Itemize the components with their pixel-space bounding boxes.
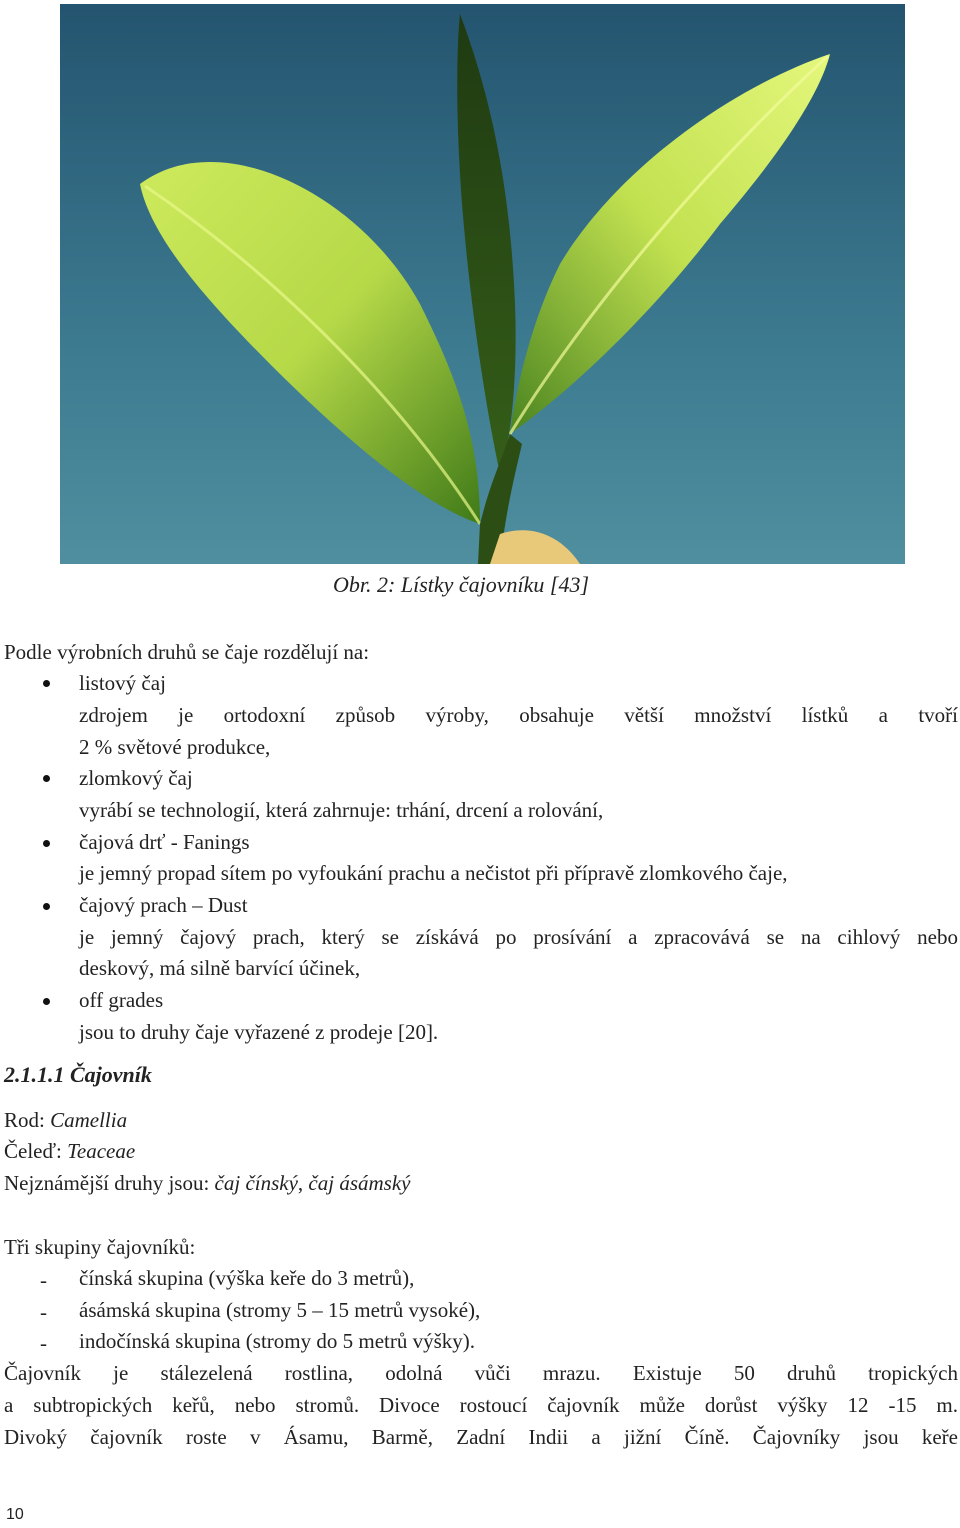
rod-label: Rod: (4, 1108, 51, 1132)
type-desc-5: jsou to druhy čaje vyřazené z prodeje [20]. (79, 1020, 439, 1044)
group-item-2: ásámská skupina (stromy 5 – 15 metrů vysoké), (79, 1298, 481, 1322)
type-name-4: čajový prach – Dust (79, 893, 248, 917)
species-line (4, 1168, 410, 1198)
groups-intro: Tři skupiny čajovníků: (4, 1235, 196, 1259)
paragraph-line-3: Divoký čajovník roste v Ásamu, Barmě, Zadní Indii a jižní Číně. Čajovníky jsou keře (4, 1425, 958, 1449)
type-name-5: off grades (79, 988, 164, 1012)
species-separator: , (297, 1171, 309, 1195)
celed-value: Teaceae (67, 1139, 136, 1163)
type-name-1: listový čaj (79, 671, 166, 695)
group-item-3: indočínská skupina (stromy do 5 metrů výšky). (79, 1329, 476, 1353)
bullet-icon (43, 840, 50, 847)
species-2: čaj ásámský (308, 1171, 411, 1195)
paragraph-line-1: Čajovník je stálezelená rostlina, odolná vůči mrazu. Existuje 50 druhů tropických (4, 1361, 958, 1385)
bullet-icon (43, 903, 50, 910)
type-desc-2: vyrábí se technologií, která zahrnuje: trhání, drcení a rolování, (79, 798, 604, 822)
type-desc-1a: zdrojem je ortodoxní způsob výroby, obsahuje větší množství lístků a tvoří (79, 703, 958, 727)
species-label: Nejznámější druhy jsou: (4, 1171, 215, 1195)
rod-value: Camellia (50, 1108, 128, 1132)
species-1: čaj čínský (214, 1171, 298, 1195)
dash-marker: - (40, 1268, 47, 1292)
caption-prefix: Obr. 2: (333, 572, 396, 597)
bullet-icon (43, 998, 50, 1005)
type-name-3: čajová drť - Fanings (79, 830, 250, 854)
figure-caption (333, 572, 589, 598)
celed-line (4, 1136, 135, 1166)
page-number: 10 (6, 1506, 24, 1523)
type-desc-4a: je jemný čajový prach, který se získává po prosívání a zpracovává se na cihlový nebo (79, 925, 958, 949)
section-heading: 2.1.1.1 Čajovník (4, 1062, 152, 1087)
bullet-icon (43, 680, 50, 687)
type-desc-1b: 2 % světové produkce, (79, 735, 271, 759)
type-name-2: zlomkový čaj (79, 766, 193, 790)
bullet-icon (43, 775, 50, 782)
caption-text: Lístky čajovníku [43] (395, 572, 590, 597)
paragraph-line-2: a subtropických keřů, nebo stromů. Divoce rostoucí čajovník může dorůst výšky 12 -15 m. (4, 1393, 958, 1417)
tea-leaves-photo (60, 4, 905, 564)
type-desc-3: je jemný propad sítem po vyfoukání prachu a nečistot při přípravě zlomkového čaje, (79, 861, 788, 885)
celed-label: Čeleď: (4, 1139, 68, 1163)
type-desc-4b: deskový, má silně barvící účinek, (79, 956, 361, 980)
dash-marker: - (40, 1331, 47, 1355)
rod-line (4, 1105, 127, 1135)
intro-text: Podle výrobních druhů se čaje rozdělují na: (4, 640, 370, 664)
dash-marker: - (40, 1300, 47, 1324)
group-item-1: čínská skupina (výška keře do 3 metrů), (79, 1266, 415, 1290)
